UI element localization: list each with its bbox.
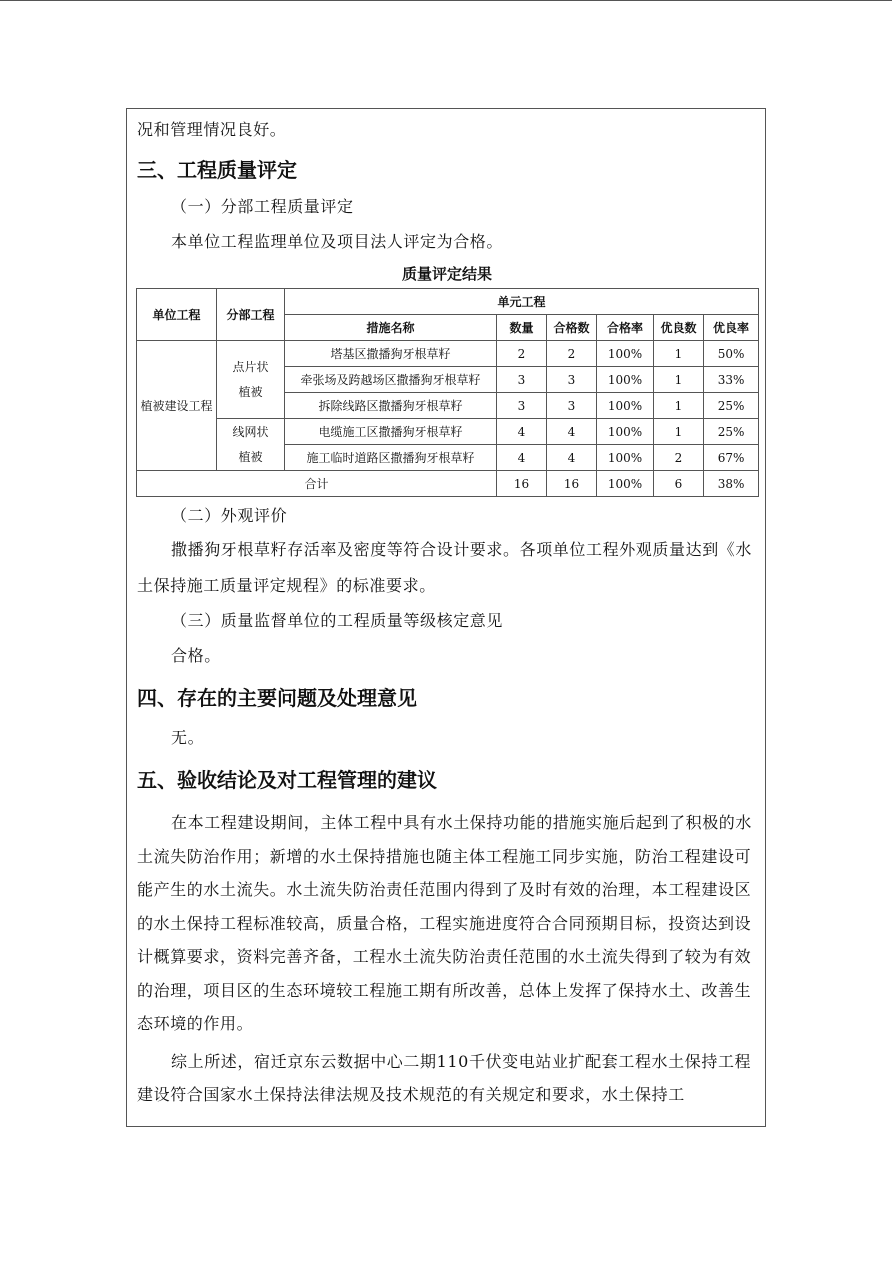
excellent-rate-cell: 33%	[704, 367, 759, 393]
total-qualified-rate-cell: 100%	[597, 471, 654, 497]
measure-cell: 拆除线路区撒播狗牙根草籽	[285, 393, 497, 419]
count-cell: 4	[497, 445, 547, 471]
qualified-cell: 3	[547, 367, 597, 393]
section-3-sub2-title: （二）外观评价	[171, 506, 288, 525]
excellent-cell: 1	[654, 341, 704, 367]
header-excellent-rate: 优良率	[704, 315, 759, 341]
count-cell: 3	[497, 367, 547, 393]
excellent-rate-cell: 50%	[704, 341, 759, 367]
intro-tail-text: 况和管理情况良好。	[137, 120, 287, 139]
section-5-heading: 五、验收结论及对工程管理的建议	[137, 768, 437, 792]
qualified-cell: 4	[547, 445, 597, 471]
section-5-paragraph-1: 在本工程建设期间，主体工程中具有水土保持功能的措施实施后起到了积极的水土流失防治作用；新增的水土保持措施也随主体工程施工同步实施，防治工程建设可能产生的水土流失。水土流失防治责任范围内得到了及时有效的治理，本工程建设区的水土保持工程标准较高，质量合格，工程实施进度符合合同预期目标，投资达到设计概算要求，资料完善齐备，工程水土流失防治责任范围的水土流失得到了较为有效的治理，项目区的生态环境较工程施工期有所改善，总体上发挥了保持水土、改善生态环境的作用。	[137, 813, 753, 1033]
header-qualified-rate: 合格率	[597, 315, 654, 341]
excellent-cell: 1	[654, 393, 704, 419]
table-row	[137, 341, 759, 367]
document-frame	[126, 108, 766, 1127]
qualified-rate-cell: 100%	[597, 367, 654, 393]
total-count-cell: 16	[497, 471, 547, 497]
header-excellent: 优良数	[654, 315, 704, 341]
section-4-text: 无。	[171, 728, 205, 747]
section-5-paragraph-2: 综上所述，宿迁京东云数据中心二期110千伏变电站业扩配套工程水土保持工程建设符合国家水土保持法律法规及技术规范的有关规定和要求，水土保持工	[137, 1051, 752, 1104]
measure-cell: 施工临时道路区撒播狗牙根草籽	[285, 445, 497, 471]
section-3-sub1-text: 本单位工程监理单位及项目法人评定为合格。	[171, 232, 504, 251]
unit-name-cell: 植被建设工程	[137, 341, 217, 471]
measure-cell: 塔基区撒播狗牙根草籽	[285, 341, 497, 367]
qualified-rate-cell: 100%	[597, 445, 654, 471]
excellent-rate-cell: 67%	[704, 445, 759, 471]
section-3-sub1-title: （一）分部工程质量评定	[171, 197, 354, 216]
qualified-cell: 2	[547, 341, 597, 367]
qualified-cell: 4	[547, 419, 597, 445]
header-measure-name: 措施名称	[285, 315, 497, 341]
count-cell: 4	[497, 419, 547, 445]
excellent-cell: 1	[654, 419, 704, 445]
qualified-rate-cell: 100%	[597, 419, 654, 445]
document-content	[137, 113, 757, 1112]
excellent-cell: 1	[654, 367, 704, 393]
page-top-rule	[0, 0, 892, 1]
qualified-rate-cell: 100%	[597, 341, 654, 367]
section-3-sub3-title: （三）质量监督单位的工程质量等级核定意见	[171, 611, 504, 630]
section-3-heading: 三、工程质量评定	[137, 158, 297, 182]
total-excellent-rate-cell: 38%	[704, 471, 759, 497]
header-element-project: 单元工程	[285, 289, 759, 315]
excellent-cell: 2	[654, 445, 704, 471]
header-sub-project: 分部工程	[217, 289, 285, 341]
measure-cell: 牵张场及跨越场区撒播狗牙根草籽	[285, 367, 497, 393]
table-title: 质量评定结果	[401, 265, 492, 283]
total-excellent-cell: 6	[654, 471, 704, 497]
qualified-cell: 3	[547, 393, 597, 419]
measure-cell: 电缆施工区撒播狗牙根草籽	[285, 419, 497, 445]
total-label-cell: 合计	[137, 471, 497, 497]
section-3-sub2-text: 撒播狗牙根草籽存活率及密度等符合设计要求。各项单位工程外观质量达到《水土保持施工质量评定规程》的标准要求。	[137, 540, 753, 595]
total-row	[137, 471, 759, 497]
section-3-sub3-text: 合格。	[171, 646, 221, 665]
header-count: 数量	[497, 315, 547, 341]
header-qualified: 合格数	[547, 315, 597, 341]
group-name-cell: 线网状植被	[217, 419, 285, 471]
quality-table	[136, 288, 759, 497]
excellent-rate-cell: 25%	[704, 393, 759, 419]
qualified-rate-cell: 100%	[597, 393, 654, 419]
count-cell: 2	[497, 341, 547, 367]
count-cell: 3	[497, 393, 547, 419]
section-4-heading: 四、存在的主要问题及处理意见	[137, 686, 417, 710]
excellent-rate-cell: 25%	[704, 419, 759, 445]
total-qualified-cell: 16	[547, 471, 597, 497]
header-unit-project: 单位工程	[137, 289, 217, 341]
table-row	[137, 419, 759, 445]
group-name-cell: 点片状植被	[217, 341, 285, 419]
